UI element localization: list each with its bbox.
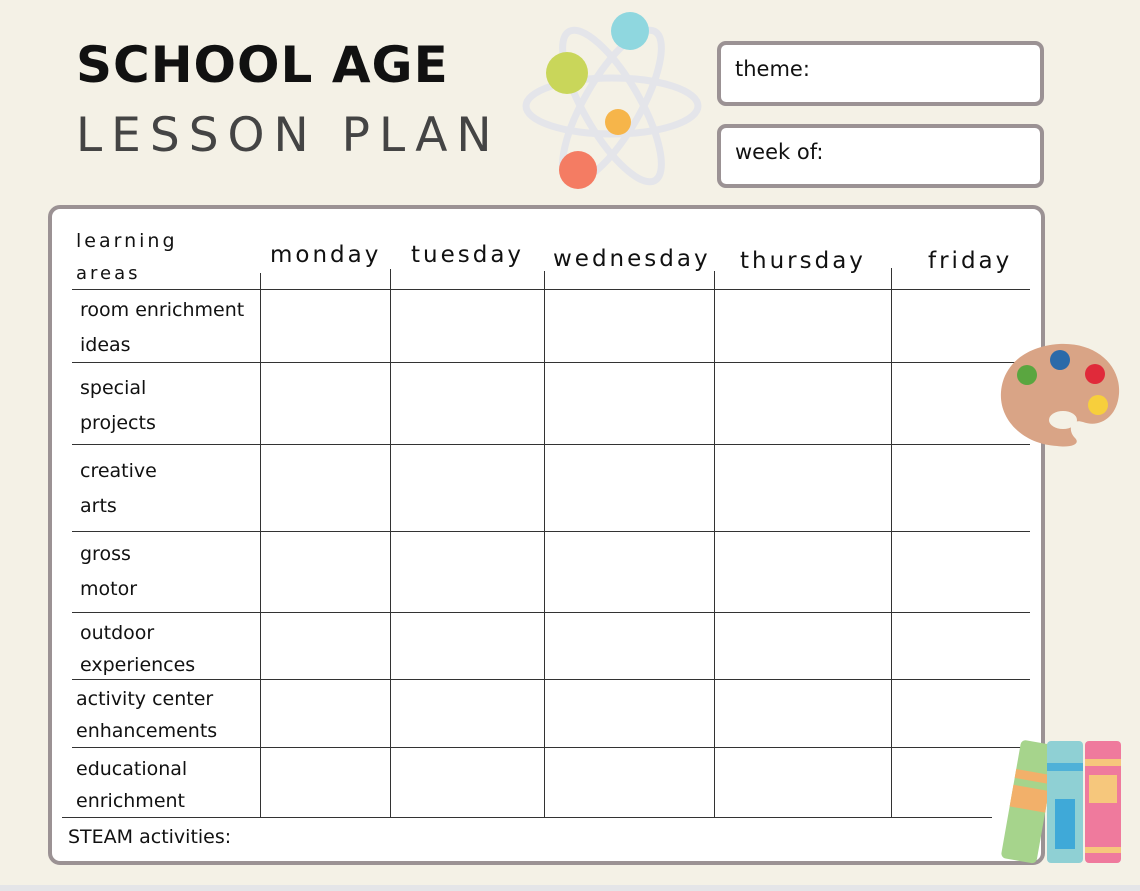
corner-label-line1: learning xyxy=(76,230,178,252)
row-label-line2: experiences xyxy=(80,654,196,676)
steam-activities-label: STEAM activities: xyxy=(68,826,232,848)
row-label-creative-arts xyxy=(80,454,157,524)
theme-label: theme: xyxy=(735,57,810,81)
day-header-monday: monday xyxy=(270,242,382,268)
week-of-label: week of: xyxy=(735,140,824,164)
row-label-room-enrichment xyxy=(80,293,244,363)
day-header-thursday: thursday xyxy=(740,248,866,274)
row-label-line1: room enrichment xyxy=(80,299,245,321)
row-divider xyxy=(62,817,992,818)
day-header-tuesday: tuesday xyxy=(411,242,525,268)
row-label-line2: enrichment xyxy=(76,790,185,812)
row-label-gross-motor xyxy=(80,537,137,607)
row-divider xyxy=(72,679,1030,680)
row-label-special-projects xyxy=(80,371,156,441)
row-label-line2: ideas xyxy=(80,334,131,356)
row-label-line2: arts xyxy=(80,495,117,517)
theme-field[interactable] xyxy=(717,41,1044,106)
row-divider xyxy=(72,444,1030,445)
day-header-friday: friday xyxy=(928,248,1013,274)
row-divider xyxy=(72,612,1030,613)
row-label-line2: enhancements xyxy=(76,720,218,742)
corner-label-line2: areas xyxy=(76,263,141,284)
column-divider xyxy=(714,271,715,817)
column-divider xyxy=(390,269,391,817)
row-divider xyxy=(72,531,1030,532)
column-divider xyxy=(891,268,892,817)
column-divider xyxy=(544,271,545,817)
paint-palette-icon xyxy=(997,340,1125,448)
day-header-wednesday: wednesday xyxy=(553,246,711,272)
week-of-field[interactable] xyxy=(717,124,1044,188)
row-label-line2: motor xyxy=(80,578,138,600)
row-label-line1: gross xyxy=(80,543,131,565)
row-label-line2: projects xyxy=(80,412,156,434)
row-label-line1: outdoor xyxy=(80,622,155,644)
page-title: SCHOOL AGE xyxy=(76,36,449,94)
row-divider xyxy=(72,747,1030,748)
page-subtitle: LESSON PLAN xyxy=(76,108,501,163)
atom-icon xyxy=(520,6,705,202)
row-label-line1: educational xyxy=(76,758,188,780)
row-label-line1: activity center xyxy=(76,688,214,710)
row-label-educational-enrichment xyxy=(76,753,187,817)
row-label-line1: creative xyxy=(80,460,157,482)
column-divider xyxy=(260,273,261,817)
row-label-outdoor-experiences xyxy=(80,617,195,681)
row-label-activity-center xyxy=(76,683,217,747)
row-label-line1: special xyxy=(80,377,147,399)
header-rule xyxy=(72,289,1030,290)
books-icon xyxy=(985,735,1125,865)
